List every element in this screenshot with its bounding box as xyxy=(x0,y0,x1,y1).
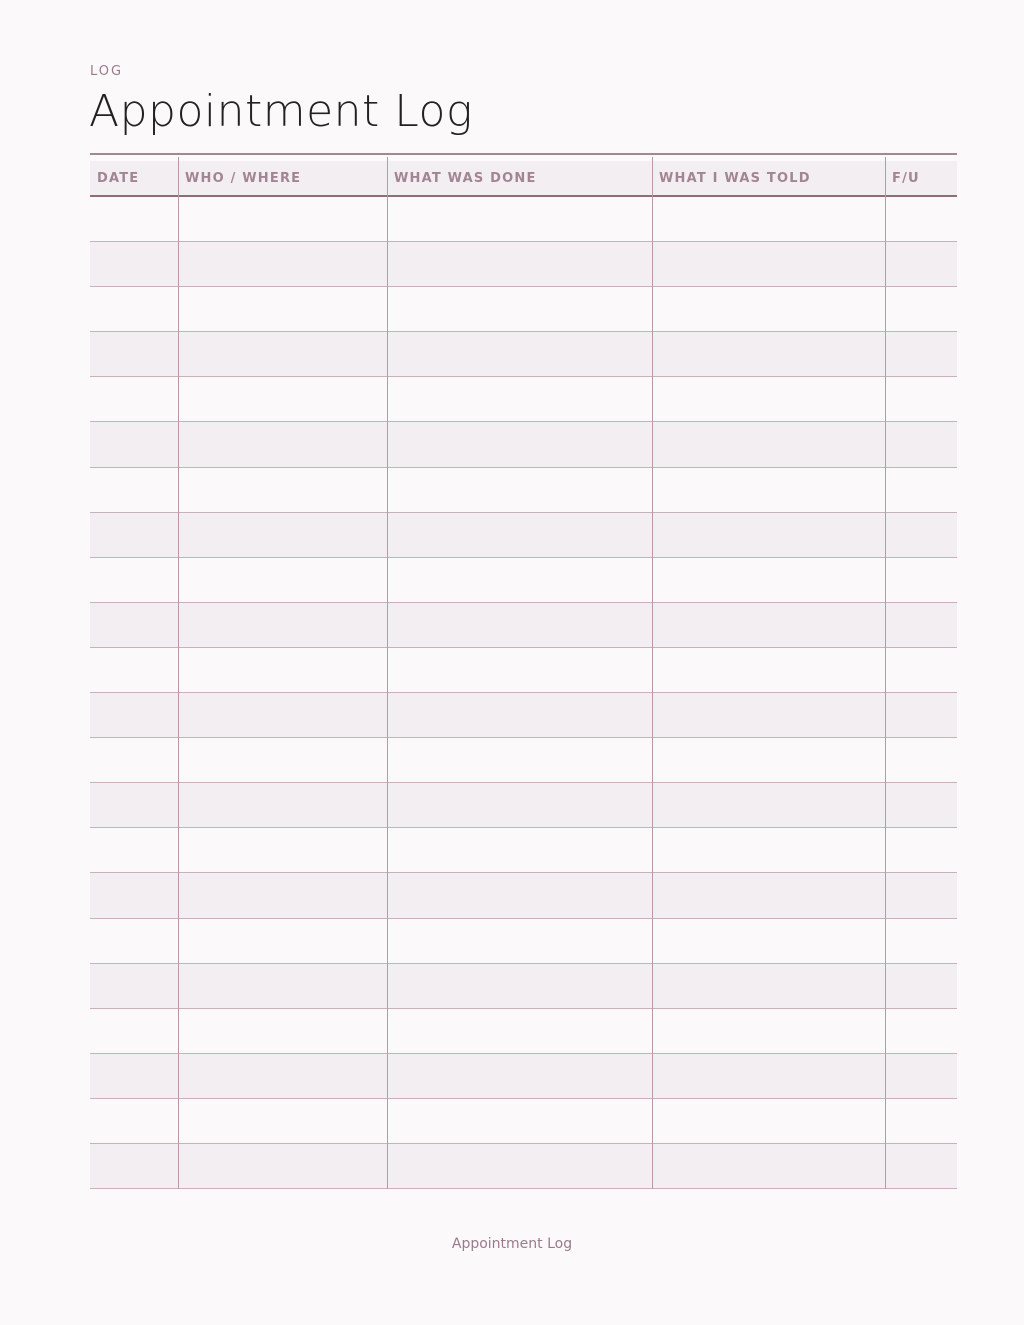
what-was-done-cell[interactable] xyxy=(387,287,652,331)
date-cell[interactable] xyxy=(90,468,178,512)
who-where-cell[interactable] xyxy=(178,603,387,647)
what-was-done-cell[interactable] xyxy=(387,377,652,421)
who-where-cell[interactable] xyxy=(178,197,387,241)
what-was-done-cell[interactable] xyxy=(387,1144,652,1188)
what-i-was-told-cell[interactable] xyxy=(652,873,885,917)
table-row xyxy=(90,693,957,738)
follow-up-cell[interactable] xyxy=(885,422,957,466)
who-where-cell[interactable] xyxy=(178,648,387,692)
follow-up-cell[interactable] xyxy=(885,873,957,917)
table-row xyxy=(90,603,957,648)
what-i-was-told-cell[interactable] xyxy=(652,422,885,466)
what-was-done-cell[interactable] xyxy=(387,242,652,286)
table-row xyxy=(90,783,957,828)
table-row xyxy=(90,558,957,603)
follow-up-cell[interactable] xyxy=(885,287,957,331)
table-row xyxy=(90,828,957,873)
date-cell[interactable] xyxy=(90,919,178,963)
follow-up-cell[interactable] xyxy=(885,648,957,692)
date-cell[interactable] xyxy=(90,513,178,557)
who-where-cell[interactable] xyxy=(178,242,387,286)
who-where-cell[interactable] xyxy=(178,332,387,376)
date-cell[interactable] xyxy=(90,287,178,331)
what-i-was-told-cell[interactable] xyxy=(652,332,885,376)
what-i-was-told-cell[interactable] xyxy=(652,603,885,647)
date-cell[interactable] xyxy=(90,197,178,241)
table-row xyxy=(90,242,957,287)
date-cell[interactable] xyxy=(90,693,178,737)
table-row xyxy=(90,1009,957,1054)
what-i-was-told-cell[interactable] xyxy=(652,468,885,512)
what-was-done-cell[interactable] xyxy=(387,197,652,241)
page-eyebrow: LOG xyxy=(90,64,124,79)
table-row xyxy=(90,1099,957,1144)
table-row xyxy=(90,738,957,783)
who-where-cell[interactable] xyxy=(178,693,387,737)
date-cell[interactable] xyxy=(90,1009,178,1053)
what-i-was-told-cell[interactable] xyxy=(652,919,885,963)
page-title: Appointment Log xyxy=(89,86,473,137)
what-was-done-cell[interactable] xyxy=(387,919,652,963)
what-was-done-cell[interactable] xyxy=(387,828,652,872)
appointment-table xyxy=(90,153,957,1189)
what-was-done-cell[interactable] xyxy=(387,873,652,917)
what-was-done-cell[interactable] xyxy=(387,648,652,692)
date-cell[interactable] xyxy=(90,603,178,647)
follow-up-cell[interactable] xyxy=(885,558,957,602)
follow-up-cell[interactable] xyxy=(885,197,957,241)
who-where-cell[interactable] xyxy=(178,828,387,872)
follow-up-cell[interactable] xyxy=(885,332,957,376)
table-row xyxy=(90,197,957,242)
follow-up-cell[interactable] xyxy=(885,468,957,512)
date-cell[interactable] xyxy=(90,1144,178,1188)
what-was-done-cell[interactable] xyxy=(387,332,652,376)
table-row xyxy=(90,377,957,422)
follow-up-cell[interactable] xyxy=(885,783,957,827)
what-was-done-cell[interactable] xyxy=(387,693,652,737)
page-footer: Appointment Log xyxy=(451,1236,573,1252)
what-i-was-told-cell[interactable] xyxy=(652,1054,885,1098)
follow-up-cell[interactable] xyxy=(885,1144,957,1188)
what-i-was-told-cell[interactable] xyxy=(652,1099,885,1143)
column-header-follow-up: F/U xyxy=(892,171,920,186)
what-i-was-told-cell[interactable] xyxy=(652,828,885,872)
table-row xyxy=(90,919,957,964)
follow-up-cell[interactable] xyxy=(885,1054,957,1098)
what-was-done-cell[interactable] xyxy=(387,1009,652,1053)
who-where-cell[interactable] xyxy=(178,919,387,963)
date-cell[interactable] xyxy=(90,828,178,872)
date-cell[interactable] xyxy=(90,242,178,286)
date-cell[interactable] xyxy=(90,873,178,917)
what-was-done-cell[interactable] xyxy=(387,964,652,1008)
date-cell[interactable] xyxy=(90,738,178,782)
who-where-cell[interactable] xyxy=(178,783,387,827)
follow-up-cell[interactable] xyxy=(885,1009,957,1053)
date-cell[interactable] xyxy=(90,558,178,602)
what-i-was-told-cell[interactable] xyxy=(652,287,885,331)
what-i-was-told-cell[interactable] xyxy=(652,1009,885,1053)
column-header-date: DATE xyxy=(97,171,140,186)
table-body xyxy=(90,197,957,1189)
who-where-cell[interactable] xyxy=(178,377,387,421)
who-where-cell[interactable] xyxy=(178,1144,387,1188)
what-i-was-told-cell[interactable] xyxy=(652,648,885,692)
what-was-done-cell[interactable] xyxy=(387,1099,652,1143)
what-i-was-told-cell[interactable] xyxy=(652,558,885,602)
follow-up-cell[interactable] xyxy=(885,964,957,1008)
table-row xyxy=(90,513,957,558)
what-was-done-cell[interactable] xyxy=(387,603,652,647)
who-where-cell[interactable] xyxy=(178,468,387,512)
table-row xyxy=(90,468,957,513)
column-header-what-i-was-told: WHAT I WAS TOLD xyxy=(659,171,811,186)
column-header-what-was-done: WHAT WAS DONE xyxy=(394,171,537,186)
what-i-was-told-cell[interactable] xyxy=(652,513,885,557)
who-where-cell[interactable] xyxy=(178,1009,387,1053)
date-cell[interactable] xyxy=(90,422,178,466)
what-was-done-cell[interactable] xyxy=(387,513,652,557)
follow-up-cell[interactable] xyxy=(885,828,957,872)
follow-up-cell[interactable] xyxy=(885,1099,957,1143)
table-row xyxy=(90,332,957,377)
follow-up-cell[interactable] xyxy=(885,693,957,737)
date-cell[interactable] xyxy=(90,1099,178,1143)
what-was-done-cell[interactable] xyxy=(387,558,652,602)
date-cell[interactable] xyxy=(90,964,178,1008)
what-was-done-cell[interactable] xyxy=(387,468,652,512)
who-where-cell[interactable] xyxy=(178,1054,387,1098)
date-cell[interactable] xyxy=(90,1054,178,1098)
table-row xyxy=(90,1144,957,1189)
follow-up-cell[interactable] xyxy=(885,919,957,963)
what-was-done-cell[interactable] xyxy=(387,422,652,466)
who-where-cell[interactable] xyxy=(178,513,387,557)
table-row xyxy=(90,1054,957,1099)
what-i-was-told-cell[interactable] xyxy=(652,964,885,1008)
table-row xyxy=(90,287,957,332)
table-row xyxy=(90,648,957,693)
what-i-was-told-cell[interactable] xyxy=(652,1144,885,1188)
what-was-done-cell[interactable] xyxy=(387,783,652,827)
follow-up-cell[interactable] xyxy=(885,738,957,782)
date-cell[interactable] xyxy=(90,377,178,421)
table-row xyxy=(90,422,957,467)
what-i-was-told-cell[interactable] xyxy=(652,693,885,737)
what-was-done-cell[interactable] xyxy=(387,738,652,782)
who-where-cell[interactable] xyxy=(178,558,387,602)
column-header-who-where: WHO / WHERE xyxy=(185,171,302,186)
who-where-cell[interactable] xyxy=(178,422,387,466)
what-i-was-told-cell[interactable] xyxy=(652,377,885,421)
follow-up-cell[interactable] xyxy=(885,513,957,557)
date-cell[interactable] xyxy=(90,783,178,827)
follow-up-cell[interactable] xyxy=(885,603,957,647)
what-i-was-told-cell[interactable] xyxy=(652,783,885,827)
table-row xyxy=(90,964,957,1009)
table-row xyxy=(90,873,957,918)
what-i-was-told-cell[interactable] xyxy=(652,738,885,782)
who-where-cell[interactable] xyxy=(178,287,387,331)
what-i-was-told-cell[interactable] xyxy=(652,242,885,286)
date-cell[interactable] xyxy=(90,648,178,692)
who-where-cell[interactable] xyxy=(178,738,387,782)
who-where-cell[interactable] xyxy=(178,1099,387,1143)
what-i-was-told-cell[interactable] xyxy=(652,197,885,241)
table-header xyxy=(90,161,957,197)
what-was-done-cell[interactable] xyxy=(387,1054,652,1098)
date-cell[interactable] xyxy=(90,332,178,376)
follow-up-cell[interactable] xyxy=(885,377,957,421)
who-where-cell[interactable] xyxy=(178,964,387,1008)
who-where-cell[interactable] xyxy=(178,873,387,917)
follow-up-cell[interactable] xyxy=(885,242,957,286)
